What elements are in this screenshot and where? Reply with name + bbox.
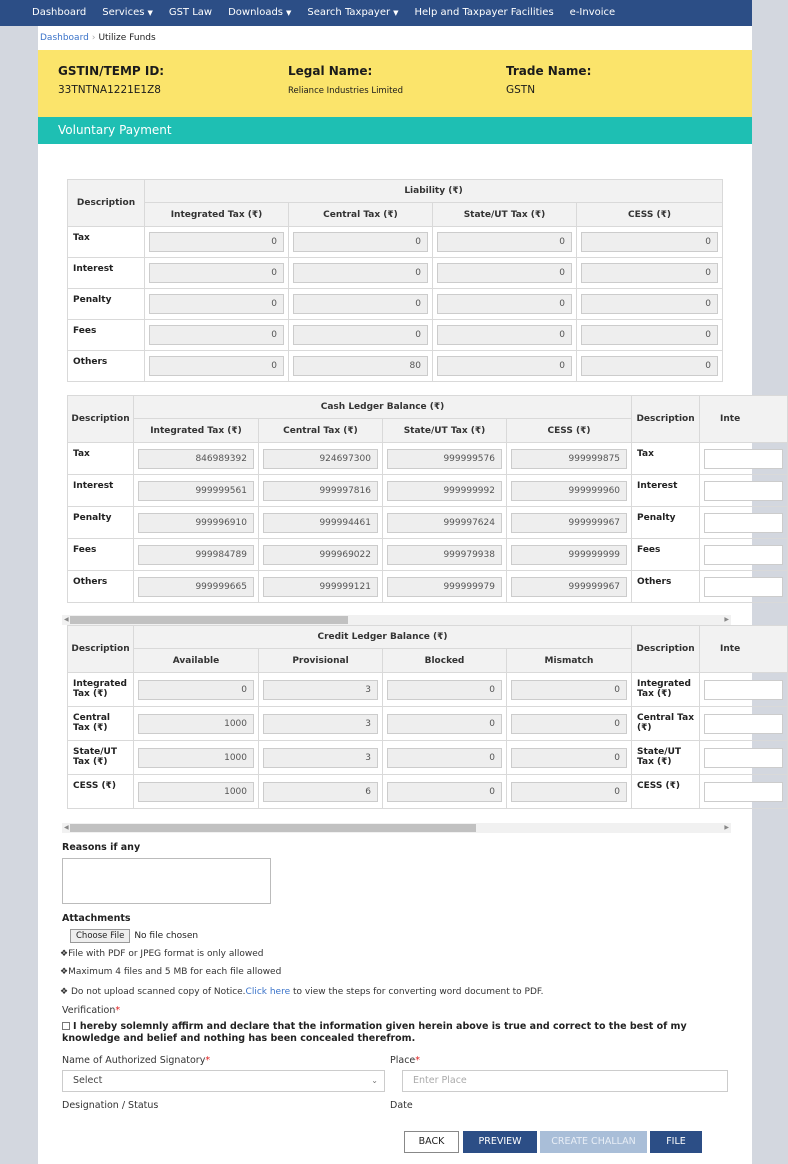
chevron-down-icon: ⌄: [371, 1076, 378, 1085]
amount-field: 3: [263, 748, 378, 768]
table-row: [68, 673, 788, 707]
declaration-row: [62, 1021, 742, 1045]
row-label: Fees: [68, 539, 134, 571]
amount-field: 0: [149, 263, 284, 283]
amount-field: 0: [437, 325, 572, 345]
place-label: Place*: [390, 1055, 421, 1066]
amount-field: 0: [138, 680, 254, 700]
table-row: [68, 227, 723, 258]
row-label: Penalty: [68, 507, 134, 539]
cash-col-header: State/UT Tax (₹): [383, 419, 507, 443]
credit-ledger-wrapper: [67, 625, 741, 811]
cash-col-header: Central Tax (₹): [259, 419, 383, 443]
row-label: State/UT Tax (₹): [632, 741, 700, 775]
amount-field: 1000: [138, 748, 254, 768]
preview-button[interactable]: PREVIEW: [463, 1131, 537, 1153]
amount-field: 999999561: [138, 481, 254, 501]
table-row: [68, 258, 723, 289]
create-challan-button[interactable]: CREATE CHALLAN: [540, 1131, 647, 1153]
amount-field: 0: [511, 680, 627, 700]
verification-label: Verification*: [62, 1005, 121, 1016]
amount-field: 0: [511, 748, 627, 768]
note-scanned: ❖ Do not upload scanned copy of Notice.Click here to view the steps for converting word document to PDF.: [60, 987, 544, 997]
amount-field: 80: [293, 356, 428, 376]
nav-search-taxpayer[interactable]: Search Taxpayer ▼: [307, 7, 399, 18]
amount-field: 924697300: [263, 449, 378, 469]
amount-field: 0: [581, 294, 718, 314]
breadcrumb-separator: ›: [91, 33, 96, 43]
note-format: ❖File with PDF or JPEG format is only allowed: [60, 949, 264, 959]
declaration-text: I hereby solemnly affirm and declare that the information given herein above is true and correct to the best of my knowledge and belief and nothing has been concealed therefrom.: [62, 1021, 687, 1044]
amount-field: 0: [437, 294, 572, 314]
scroll-right-icon[interactable]: ▶: [724, 616, 729, 623]
nav-e-invoice[interactable]: e-Invoice: [569, 7, 616, 18]
row-label: Tax: [68, 227, 145, 258]
row-label: Others: [68, 351, 145, 382]
row-label: Integrated Tax (₹): [632, 673, 700, 707]
amount-field: 999999576: [387, 449, 502, 469]
cash-horizontal-scrollbar[interactable]: [62, 615, 731, 625]
liability-col-header: Integrated Tax (₹): [145, 203, 289, 227]
scroll-thumb[interactable]: [70, 616, 348, 624]
designation-label: Designation / Status: [62, 1100, 159, 1111]
table-row: [68, 289, 723, 320]
amount-field: 999996910: [138, 513, 254, 533]
row-label: CESS (₹): [632, 775, 700, 809]
date-label: Date: [390, 1100, 413, 1111]
amount-field: 999997816: [263, 481, 378, 501]
legal-name-label: Legal Name:: [288, 64, 373, 78]
amount-field: 0: [149, 294, 284, 314]
row-label: Tax: [632, 443, 700, 475]
table-row: [68, 443, 788, 475]
credit-ledger-table: [67, 625, 788, 809]
amount-field: 999997624: [387, 513, 502, 533]
no-file-text: No file chosen: [134, 931, 199, 941]
amount-field: 0: [581, 232, 718, 252]
amount-field: 0: [149, 356, 284, 376]
file-upload-row: [70, 929, 198, 943]
row-label: Integrated Tax (₹): [68, 673, 134, 707]
gstin-label: GSTIN/TEMP ID:: [58, 64, 165, 78]
utilize-amount-input[interactable]: [704, 449, 783, 469]
breadcrumb: [38, 30, 156, 46]
amount-field: 0: [437, 356, 572, 376]
row-label: Interest: [68, 258, 145, 289]
amount-field: 999999121: [263, 577, 378, 597]
liability-group-header: Liability (₹): [145, 180, 723, 203]
info-circle-icon: ❖: [60, 987, 69, 997]
amount-field: 0: [149, 232, 284, 252]
amount-field: 999999992: [387, 481, 502, 501]
table-row: [68, 707, 788, 741]
amount-field: 0: [293, 263, 428, 283]
nav-downloads[interactable]: Downloads ▼: [228, 7, 292, 18]
caret-down-icon: ▼: [286, 9, 292, 17]
trade-name-label: Trade Name:: [506, 64, 592, 78]
credit-right-col-header: Inte: [700, 626, 788, 673]
amount-field: 999999999: [511, 545, 627, 565]
row-label: Others: [632, 571, 700, 603]
nav-help[interactable]: Help and Taxpayer Facilities: [414, 7, 554, 18]
scroll-thumb[interactable]: [70, 824, 476, 832]
credit-desc-header: Description: [68, 626, 134, 673]
utilize-amount-input[interactable]: [704, 577, 783, 597]
row-label: Central Tax (₹): [632, 707, 700, 741]
main-container: [38, 26, 752, 1164]
breadcrumb-dashboard-link[interactable]: Dashboard: [40, 33, 89, 43]
amount-field: 999984789: [138, 545, 254, 565]
table-row: [68, 571, 788, 603]
credit-col-header: Blocked: [383, 649, 507, 673]
utilize-amount-input[interactable]: [704, 545, 783, 565]
amount-field: 0: [387, 782, 502, 802]
scroll-left-icon[interactable]: ◀: [64, 616, 69, 623]
gstin-block: [58, 64, 164, 96]
signatory-select[interactable]: Select ⌄: [62, 1070, 385, 1092]
amount-field: 0: [293, 294, 428, 314]
click-here-link[interactable]: Click here: [245, 987, 291, 997]
amount-field: 0: [581, 263, 718, 283]
nav-services[interactable]: Services ▼: [102, 7, 153, 18]
row-label: Interest: [68, 475, 134, 507]
trade-name-block: [506, 64, 591, 96]
amount-field: 0: [511, 714, 627, 734]
credit-col-header: Provisional: [259, 649, 383, 673]
credit-right-desc-header: Description: [632, 626, 700, 673]
table-row: [68, 351, 723, 382]
amount-field: 0: [149, 325, 284, 345]
taxpayer-info-bar: [38, 50, 752, 117]
row-label: CESS (₹): [68, 775, 134, 809]
liability-col-header: CESS (₹): [577, 203, 723, 227]
amount-field: 0: [387, 714, 502, 734]
amount-field: 0: [387, 680, 502, 700]
amount-field: 0: [581, 356, 718, 376]
amount-field: 999999665: [138, 577, 254, 597]
reasons-textarea[interactable]: [62, 858, 271, 904]
liability-desc-header: Description: [68, 180, 145, 227]
row-label: State/UT Tax (₹): [68, 741, 134, 775]
table-row: [68, 539, 788, 571]
utilize-amount-input[interactable]: [704, 782, 783, 802]
utilize-amount-input[interactable]: [704, 714, 783, 734]
cash-col-header: CESS (₹): [507, 419, 632, 443]
table-row: [68, 775, 788, 809]
choose-file-button[interactable]: Choose File: [70, 929, 130, 943]
file-button[interactable]: FILE: [650, 1131, 702, 1153]
row-label: Penalty: [68, 289, 145, 320]
signatory-label: Name of Authorized Signatory*: [62, 1055, 211, 1066]
amount-field: 0: [387, 748, 502, 768]
table-row: [68, 320, 723, 351]
utilize-amount-input[interactable]: [704, 513, 783, 533]
declaration-checkbox[interactable]: [62, 1022, 70, 1030]
row-label: Central Tax (₹): [68, 707, 134, 741]
trade-name-value: GSTN: [506, 84, 536, 96]
gstin-value: 33TNTNA1221E1Z8: [58, 84, 161, 96]
cash-group-header: Cash Ledger Balance (₹): [134, 396, 632, 419]
info-circle-icon: ❖: [60, 967, 69, 977]
cash-desc-header: Description: [68, 396, 134, 443]
amount-field: 0: [293, 232, 428, 252]
legal-name-block: [288, 64, 403, 96]
amount-field: 3: [263, 714, 378, 734]
top-navbar: [0, 0, 752, 26]
note-size: ❖Maximum 4 files and 5 MB for each file allowed: [60, 967, 282, 977]
amount-field: 0: [293, 325, 428, 345]
row-label: Fees: [632, 539, 700, 571]
amount-field: 999999967: [511, 577, 627, 597]
table-row: [68, 475, 788, 507]
breadcrumb-current: Utilize Funds: [98, 33, 156, 43]
amount-field: 999999967: [511, 513, 627, 533]
caret-down-icon: ▼: [393, 9, 399, 17]
amount-field: 999999979: [387, 577, 502, 597]
credit-group-header: Credit Ledger Balance (₹): [134, 626, 632, 649]
credit-horizontal-scrollbar[interactable]: [62, 823, 731, 833]
amount-field: 0: [437, 232, 572, 252]
nav-gst-law[interactable]: GST Law: [168, 7, 213, 18]
caret-down-icon: ▼: [147, 9, 153, 17]
nav-dashboard[interactable]: Dashboard: [32, 7, 87, 18]
credit-col-header: Available: [134, 649, 259, 673]
utilize-amount-input[interactable]: [704, 481, 783, 501]
scroll-right-icon[interactable]: ▶: [724, 824, 729, 831]
amount-field: 0: [511, 782, 627, 802]
utilize-amount-input[interactable]: [704, 680, 783, 700]
liability-table: [67, 179, 723, 382]
row-label: Fees: [68, 320, 145, 351]
credit-col-header: Mismatch: [507, 649, 632, 673]
utilize-amount-input[interactable]: [704, 748, 783, 768]
cash-right-desc-header: Description: [632, 396, 700, 443]
row-label: Penalty: [632, 507, 700, 539]
cash-ledger-table: [67, 395, 788, 603]
amount-field: 999994461: [263, 513, 378, 533]
amount-field: 846989392: [138, 449, 254, 469]
back-button[interactable]: BACK: [404, 1131, 459, 1153]
reasons-label: Reasons if any: [62, 842, 141, 853]
row-label: Interest: [632, 475, 700, 507]
amount-field: 0: [581, 325, 718, 345]
amount-field: 999979938: [387, 545, 502, 565]
attachments-label: Attachments: [62, 913, 131, 924]
amount-field: 999999960: [511, 481, 627, 501]
liability-col-header: State/UT Tax (₹): [433, 203, 577, 227]
table-row: [68, 741, 788, 775]
legal-name-value: Reliance Industries Limited: [288, 86, 404, 96]
scroll-left-icon[interactable]: ◀: [64, 824, 69, 831]
amount-field: 999999875: [511, 449, 627, 469]
liability-col-header: Central Tax (₹): [289, 203, 433, 227]
row-label: Others: [68, 571, 134, 603]
amount-field: 3: [263, 680, 378, 700]
table-row: [68, 507, 788, 539]
section-title: Voluntary Payment: [38, 117, 752, 144]
amount-field: 1000: [138, 714, 254, 734]
amount-field: 1000: [138, 782, 254, 802]
cash-right-col-header: Inte: [700, 396, 788, 443]
cash-ledger-wrapper: [67, 395, 741, 605]
amount-field: 999969022: [263, 545, 378, 565]
amount-field: 6: [263, 782, 378, 802]
row-label: Tax: [68, 443, 134, 475]
cash-col-header: Integrated Tax (₹): [134, 419, 259, 443]
amount-field: 0: [437, 263, 572, 283]
info-circle-icon: ❖: [60, 949, 69, 959]
place-input[interactable]: Enter Place: [402, 1070, 728, 1092]
